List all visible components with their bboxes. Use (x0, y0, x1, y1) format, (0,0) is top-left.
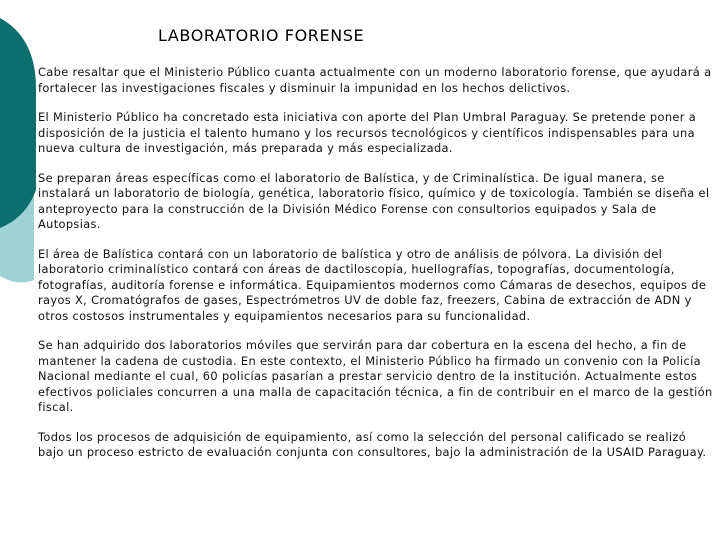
slide-title: LABORATORIO FORENSE (158, 26, 365, 45)
paragraph-6: Todos los procesos de adquisición de equipamiento, así como la selección del personal calificado se realizó bajo un proceso estricto de evaluación conjunta con consultores, bajo la administración de la USAID Paraguay. (38, 429, 707, 459)
paragraph-5: Se han adquirido dos laboratorios móviles que servirán para dar cobertura en la escena del hecho, a fin de mantener la cadena de custodia. En este contexto, el Ministerio Público ha firmado un convenio con la Policía Nacional mediante el cual, 60 policías pasarían a prestar servicio dentro de la institución. Actualmente estos efectivos policiales concurren a una malla de capacitación técnica, a fin de contribuir en el marco de la gestión fiscal. (38, 338, 713, 414)
paragraph-4: El área de Balística contará con un laboratorio de balística y otro de análisis de pólvora. La división del laboratorio criminalístico contará con áreas de dactiloscopía, huellografías, topografías, documentología, fotografías, auditoría forense e informática. Equipamientos modernos como Cámaras de desechos, equipos de rayos X, Cromatógrafos de gases, Espectrómetros UV de doble faz, freezers, Cabina de extracción de ADN y otros costosos instrumentales y equipamientos necesarios para su funcionalidad. (38, 246, 707, 323)
slide-content (38, 65, 714, 475)
decoration-dark-shape (0, 18, 36, 228)
paragraph-1: Cabe resaltar que el Ministerio Público cuanta actualmente con un moderno laboratorio forense, que ayudará a fortalecer las investigaciones fiscales y disminuir la impunidad en los hechos delictivos. (38, 65, 712, 95)
paragraph-2: El Ministerio Público ha concretado esta iniciativa con aporte del Plan Umbral Paraguay. Se pretende poner a disposición de la justicia el talento humano y los recursos tecnológicos y científicos indispensables para una nueva cultura de investigación, más preparada y más especializada. (38, 110, 697, 155)
side-decoration (0, 0, 40, 300)
paragraph-3: Se preparan áreas específicas como el laboratorio de Balística, y de Criminalística. De igual manera, se instalará un laboratorio de biología, genética, laboratorio físico, químico y de toxicología. También se diseña el anteproyecto para la construcción de la División Médico Forense con consultorios equipados y Sala de Autopsias. (38, 170, 710, 231)
